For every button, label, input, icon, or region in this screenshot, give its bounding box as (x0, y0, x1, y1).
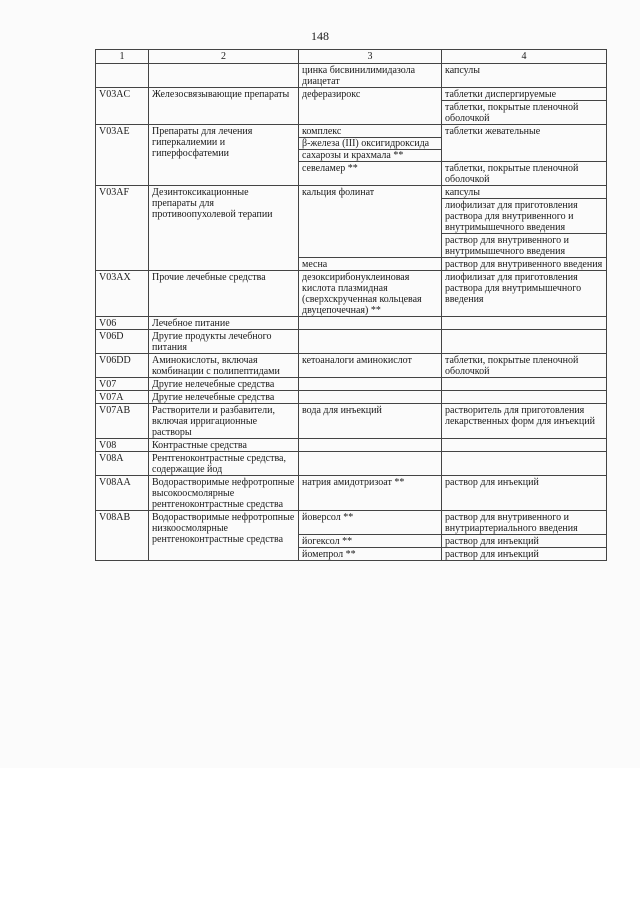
dosage-form-cell (442, 317, 607, 330)
table-row (96, 64, 607, 88)
dosage-form-cell (442, 452, 607, 476)
dosage-form-cell: лиофилизат для приготовления раствора для внутривенного и внутримышечного введения (442, 199, 607, 234)
group-name-cell: Другие нелечебные средства (149, 378, 299, 391)
table-row (96, 391, 607, 404)
table-row (96, 186, 607, 199)
group-name-cell: Другие нелечебные средства (149, 391, 299, 404)
group-name-cell: Препараты для лечения гиперкалиемии и гиперфосфатемии (149, 125, 299, 186)
atc-code-cell: V08AA (96, 476, 149, 511)
atc-code-cell: V03AX (96, 271, 149, 317)
substance-cell: цинка бисвинилимидазола диацетат (299, 64, 442, 88)
substance-line: β-железа (III) оксигидроксида (299, 138, 441, 150)
header-col-2: 2 (149, 50, 299, 64)
dosage-form-cell (442, 439, 607, 452)
dosage-form-cell: раствор для инъекций (442, 476, 607, 511)
atc-code-cell: V03AE (96, 125, 149, 186)
table-row (96, 125, 607, 162)
header-col-4: 4 (442, 50, 607, 64)
substance-cell (299, 378, 442, 391)
substance-cell: йоверсол ** (299, 511, 442, 535)
dosage-form-cell (442, 330, 607, 354)
atc-code-cell: V07 (96, 378, 149, 391)
dosage-form-cell: таблетки, покрытые пленочной оболочкой (442, 101, 607, 125)
dosage-form-cell: раствор для внутривенного и внутримышечного введения (442, 234, 607, 258)
atc-code-cell (96, 64, 149, 88)
group-name-cell: Дезинтоксикационные препараты для противоопухолевой терапии (149, 186, 299, 271)
dosage-form-cell: раствор для внутривенного и внутриартериального введения (442, 511, 607, 535)
substance-cell: вода для инъекций (299, 404, 442, 439)
atc-code-cell: V08AB (96, 511, 149, 561)
table-row (96, 330, 607, 354)
group-name-cell (149, 64, 299, 88)
substance-line: сахарозы и крахмала ** (302, 150, 404, 161)
table-row (96, 452, 607, 476)
substance-cell: кетоаналоги аминокислот (299, 354, 442, 378)
group-name-cell: Растворители и разбавители, включая ирригационные растворы (149, 404, 299, 439)
substance-line: комплекс (299, 126, 441, 138)
table-row (96, 378, 607, 391)
group-name-cell: Водорастворимые нефротропные высокоосмолярные рентгеноконтрастные средства (149, 476, 299, 511)
substance-cell (299, 439, 442, 452)
table-body (96, 64, 607, 561)
dosage-form-cell: таблетки жевательные (442, 125, 607, 162)
group-name-cell: Прочие лечебные средства (149, 271, 299, 317)
group-name-cell: Аминокислоты, включая комбинации с полипептидами (149, 354, 299, 378)
substance-cell: кальция фолинат (299, 186, 442, 258)
header-row (96, 50, 607, 64)
header-col-1: 1 (96, 50, 149, 64)
drug-table (95, 49, 607, 561)
substance-cell (299, 330, 442, 354)
substance-cell (299, 391, 442, 404)
substance-cell: месна (299, 258, 442, 271)
table-row (96, 511, 607, 535)
group-name-cell: Контрастные средства (149, 439, 299, 452)
group-name-cell: Лечебное питание (149, 317, 299, 330)
dosage-form-cell: капсулы (442, 64, 607, 88)
group-name-cell: Другие продукты лечебного питания (149, 330, 299, 354)
dosage-form-cell: таблетки, покрытые пленочной оболочкой (442, 354, 607, 378)
atc-code-cell: V08 (96, 439, 149, 452)
atc-code-cell: V03AC (96, 88, 149, 125)
table-row (96, 404, 607, 439)
substance-cell (299, 125, 442, 162)
dosage-form-cell: капсулы (442, 186, 607, 199)
substance-cell (299, 452, 442, 476)
atc-code-cell: V06DD (96, 354, 149, 378)
atc-code-cell: V06D (96, 330, 149, 354)
dosage-form-cell: лиофилизат для приготовления раствора для внутримышечного введения (442, 271, 607, 317)
table-row (96, 439, 607, 452)
substance-cell: деферазирокс (299, 88, 442, 125)
group-name-cell: Железосвязывающие препараты (149, 88, 299, 125)
group-name-cell: Рентгеноконтрастные средства, содержащие йод (149, 452, 299, 476)
substance-cell: севеламер ** (299, 162, 442, 186)
substance-cell: йомепрол ** (299, 548, 442, 561)
atc-code-cell: V03AF (96, 186, 149, 271)
header-col-3: 3 (299, 50, 442, 64)
substance-cell: дезоксирибонуклеиновая кислота плазмидная (сверхскрученная кольцевая двуцепочечная) ** (299, 271, 442, 317)
substance-cell: натрия амидотризоат ** (299, 476, 442, 511)
atc-code-cell: V07A (96, 391, 149, 404)
atc-code-cell: V08A (96, 452, 149, 476)
table-row (96, 476, 607, 511)
table-row (96, 271, 607, 317)
page-number: 148 (311, 29, 329, 43)
group-name-cell: Водорастворимые нефротропные низкоосмолярные рентгеноконтрастные средства (149, 511, 299, 561)
atc-code-cell: V07AB (96, 404, 149, 439)
substance-cell: йогексол ** (299, 535, 442, 548)
dosage-form-cell: таблетки, покрытые пленочной оболочкой (442, 162, 607, 186)
dosage-form-cell: раствор для внутривенного введения (442, 258, 607, 271)
substance-cell (299, 317, 442, 330)
dosage-form-cell: раствор для инъекций (442, 548, 607, 561)
atc-code-cell: V06 (96, 317, 149, 330)
dosage-form-cell: таблетки диспергируемые (442, 88, 607, 101)
table-row (96, 317, 607, 330)
dosage-form-cell: растворитель для приготовления лекарственных форм для инъекций (442, 404, 607, 439)
table-row (96, 354, 607, 378)
dosage-form-cell: раствор для инъекций (442, 535, 607, 548)
dosage-form-cell (442, 391, 607, 404)
dosage-form-cell (442, 378, 607, 391)
table-row (96, 88, 607, 101)
